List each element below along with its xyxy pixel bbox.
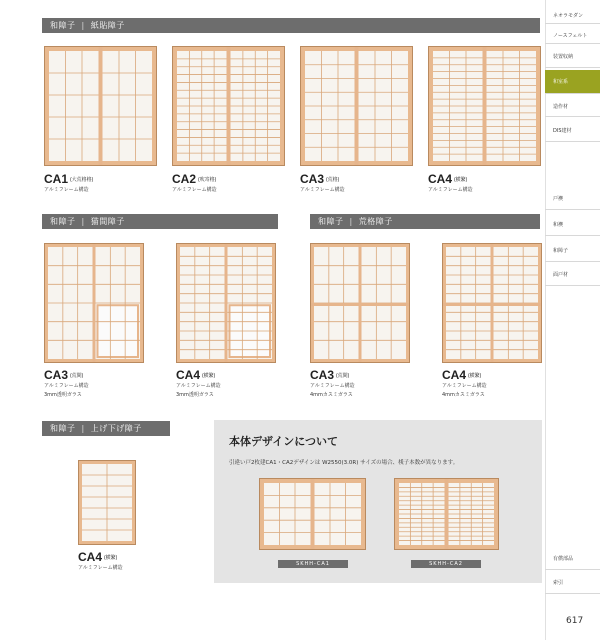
door-illustration: [172, 46, 285, 166]
model-note: 4mmカスミガラス: [310, 392, 353, 398]
section-header-gradient: 和障子 | 猫間障子: [42, 214, 278, 229]
sidebar-nav: [545, 0, 600, 640]
model-name: CA4 (横繁): [428, 172, 468, 186]
model-note: 4mmカスミガラス: [442, 392, 485, 398]
section-header-paper: 和障子 | 紙貼障子: [42, 18, 540, 33]
model-note: アルミフレーム構造: [176, 383, 221, 389]
section-subtitle: 猫間障子: [90, 217, 125, 226]
model-note: アルミフレーム構造: [300, 187, 345, 193]
door-illustration: [176, 243, 276, 363]
design-info-box: [214, 420, 542, 583]
door-illustration: [44, 243, 144, 363]
model-name: CA3 (荒間): [310, 368, 350, 382]
section-title: 和障子: [50, 217, 76, 226]
page-number: 617: [566, 616, 584, 626]
model-note: アルミフレーム構造: [428, 187, 473, 193]
design-label-ca1: SKHH-CA1: [278, 560, 348, 568]
sidebar-item-shoji[interactable]: 和障子: [545, 240, 600, 262]
sidebar-item-mendo[interactable]: 面戸材: [545, 264, 600, 286]
door-illustration: [78, 460, 136, 545]
model-name: CA4 (横繁): [176, 368, 216, 382]
sidebar-item-wafusuma[interactable]: 和襖: [545, 214, 600, 236]
model-note: 3mm透明ガラス: [176, 392, 214, 398]
section-header-frosted: 和障子 | 荒格障子: [310, 214, 540, 229]
model-name: CA1 (大荒格格): [44, 172, 94, 186]
door-illustration: [300, 46, 413, 166]
section-subtitle: 紙貼障子: [90, 21, 125, 30]
door-illustration: [394, 478, 499, 550]
info-title: 本体デザインについて: [229, 435, 339, 448]
model-name: CA2 (吹寄格): [172, 172, 217, 186]
door-illustration: [44, 46, 157, 166]
model-note: アルミフレーム構造: [78, 565, 123, 571]
door-illustration: [442, 243, 542, 363]
model-note: アルミフレーム構造: [44, 187, 89, 193]
model-note: アルミフレーム構造: [172, 187, 217, 193]
sidebar-item-woodwork[interactable]: 造作材: [545, 97, 600, 117]
door-illustration: [310, 243, 410, 363]
model-note: アルミフレーム構造: [44, 383, 89, 389]
door-illustration: [259, 478, 366, 550]
model-name: CA4 (横繁): [78, 550, 118, 564]
model-name: CA3 (荒間): [44, 368, 84, 382]
section-title: 和障子: [50, 21, 76, 30]
sidebar-item-dis[interactable]: DIS建材: [545, 120, 600, 142]
model-note: アルミフレーム構造: [442, 383, 487, 389]
model-note: 3mm透明ガラス: [44, 392, 82, 398]
section-title: 和障子: [318, 217, 344, 226]
sidebar-item-japanese[interactable]: 和室系: [545, 70, 600, 94]
section-title: 和障子: [50, 424, 76, 433]
sidebar-item-neoramodern[interactable]: ネオラモダン: [545, 8, 600, 24]
model-note: アルミフレーム構造: [310, 383, 355, 389]
door-illustration: [428, 46, 541, 166]
model-name: CA3 (荒格): [300, 172, 340, 186]
section-header-lift: 和障子 | 上げ下げ障子: [42, 421, 170, 436]
sidebar-item-tofusuma[interactable]: 戸襖: [545, 188, 600, 210]
sidebar-item-index[interactable]: 索引: [545, 572, 600, 594]
section-subtitle: 上げ下げ障子: [90, 424, 142, 433]
section-subtitle: 荒格障子: [358, 217, 393, 226]
design-label-ca2: SKHH-CA2: [411, 560, 481, 568]
sidebar-item-storage[interactable]: 装置収納: [545, 46, 600, 68]
sidebar-item-northfelt[interactable]: ノースフェルト: [545, 28, 600, 44]
info-description: 引違い戸2枚建CA1・CA2デザインは W2550(3.0R) サイズの場合、桟子本数が異なります。: [229, 460, 459, 466]
model-name: CA4 (横繁): [442, 368, 482, 382]
sidebar-item-parts[interactable]: 有償部品: [545, 548, 600, 570]
